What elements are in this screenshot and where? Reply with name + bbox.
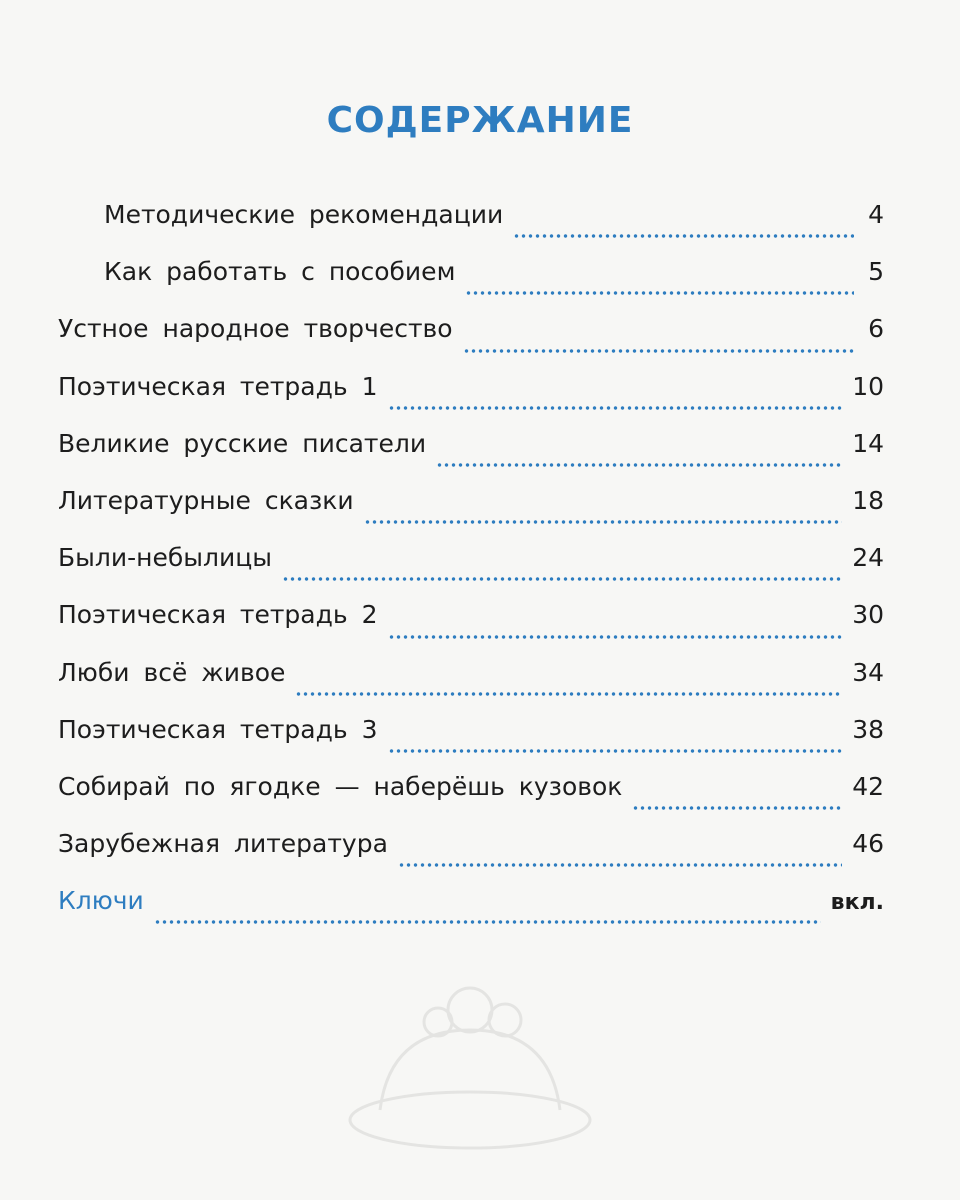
dot-leader (388, 405, 843, 411)
dot-leader (463, 348, 854, 354)
toc-entry[interactable] (58, 429, 884, 486)
toc-entry[interactable] (58, 200, 884, 257)
toc-entry-label: Устное народное творчество (58, 314, 453, 344)
toc-entry-label: Ключи (58, 886, 144, 916)
toc-entry-label: Поэтическая тетрадь 3 (58, 714, 378, 744)
dot-leader (295, 691, 842, 697)
dot-leader (398, 862, 842, 868)
bleed-through-illustration (320, 960, 620, 1160)
dot-leader (513, 233, 854, 239)
dot-leader (465, 290, 854, 296)
toc-entry[interactable] (58, 715, 884, 772)
toc-entry-page-number: 38 (852, 714, 884, 744)
toc-entry-page-number: 14 (852, 428, 884, 458)
toc-entry[interactable] (58, 372, 884, 429)
toc-entry[interactable] (58, 314, 884, 371)
toc-entry-page-number: 4 (868, 200, 884, 229)
toc-entry-label: Собирай по ягодке — наберёшь кузовок (58, 771, 623, 801)
toc-entry[interactable] (58, 658, 884, 715)
dot-leader (154, 919, 821, 925)
toc-entry-page-number: 18 (852, 485, 884, 515)
toc-entry-page-number: 30 (852, 600, 884, 630)
toc-entry-label: Зарубежная литература (58, 829, 388, 859)
toc-entry-page-number: 6 (868, 314, 884, 344)
dot-leader (282, 576, 842, 582)
dot-leader (388, 634, 843, 640)
toc-entry-page-number: 46 (852, 829, 884, 859)
toc-entry[interactable] (58, 543, 884, 600)
dot-leader (364, 519, 843, 525)
toc-entry-label: Великие русские писатели (58, 428, 427, 458)
toc-entry[interactable] (58, 257, 884, 314)
table-of-contents (58, 200, 884, 943)
toc-entry[interactable] (58, 772, 884, 829)
toc-entry[interactable] (58, 600, 884, 657)
toc-entry-label: Поэтическая тетрадь 2 (58, 600, 378, 630)
toc-entry-label: Как работать с пособием (104, 257, 456, 287)
toc-entry-label: Методические рекомендации (104, 200, 504, 229)
toc-entry-page-number: вкл. (830, 890, 884, 916)
toc-entry-page-number: 10 (852, 371, 884, 401)
toc-entry-page-number: 34 (852, 657, 884, 687)
toc-entry[interactable] (58, 886, 884, 943)
page-title: СОДЕРЖАНИЕ (326, 100, 634, 142)
toc-entry-page-number: 42 (852, 771, 884, 801)
dot-leader (388, 748, 843, 754)
toc-entry-label: Люби всё живое (58, 657, 286, 687)
toc-entry-page-number: 24 (852, 543, 884, 573)
toc-entry[interactable] (58, 486, 884, 543)
toc-entry[interactable] (58, 829, 884, 886)
toc-entry-label: Поэтическая тетрадь 1 (58, 371, 378, 401)
toc-entry-page-number: 5 (868, 257, 884, 287)
dot-leader (436, 462, 842, 468)
toc-entry-label: Были-небылицы (58, 543, 273, 573)
dot-leader (632, 805, 842, 811)
toc-entry-label: Литературные сказки (58, 485, 354, 515)
